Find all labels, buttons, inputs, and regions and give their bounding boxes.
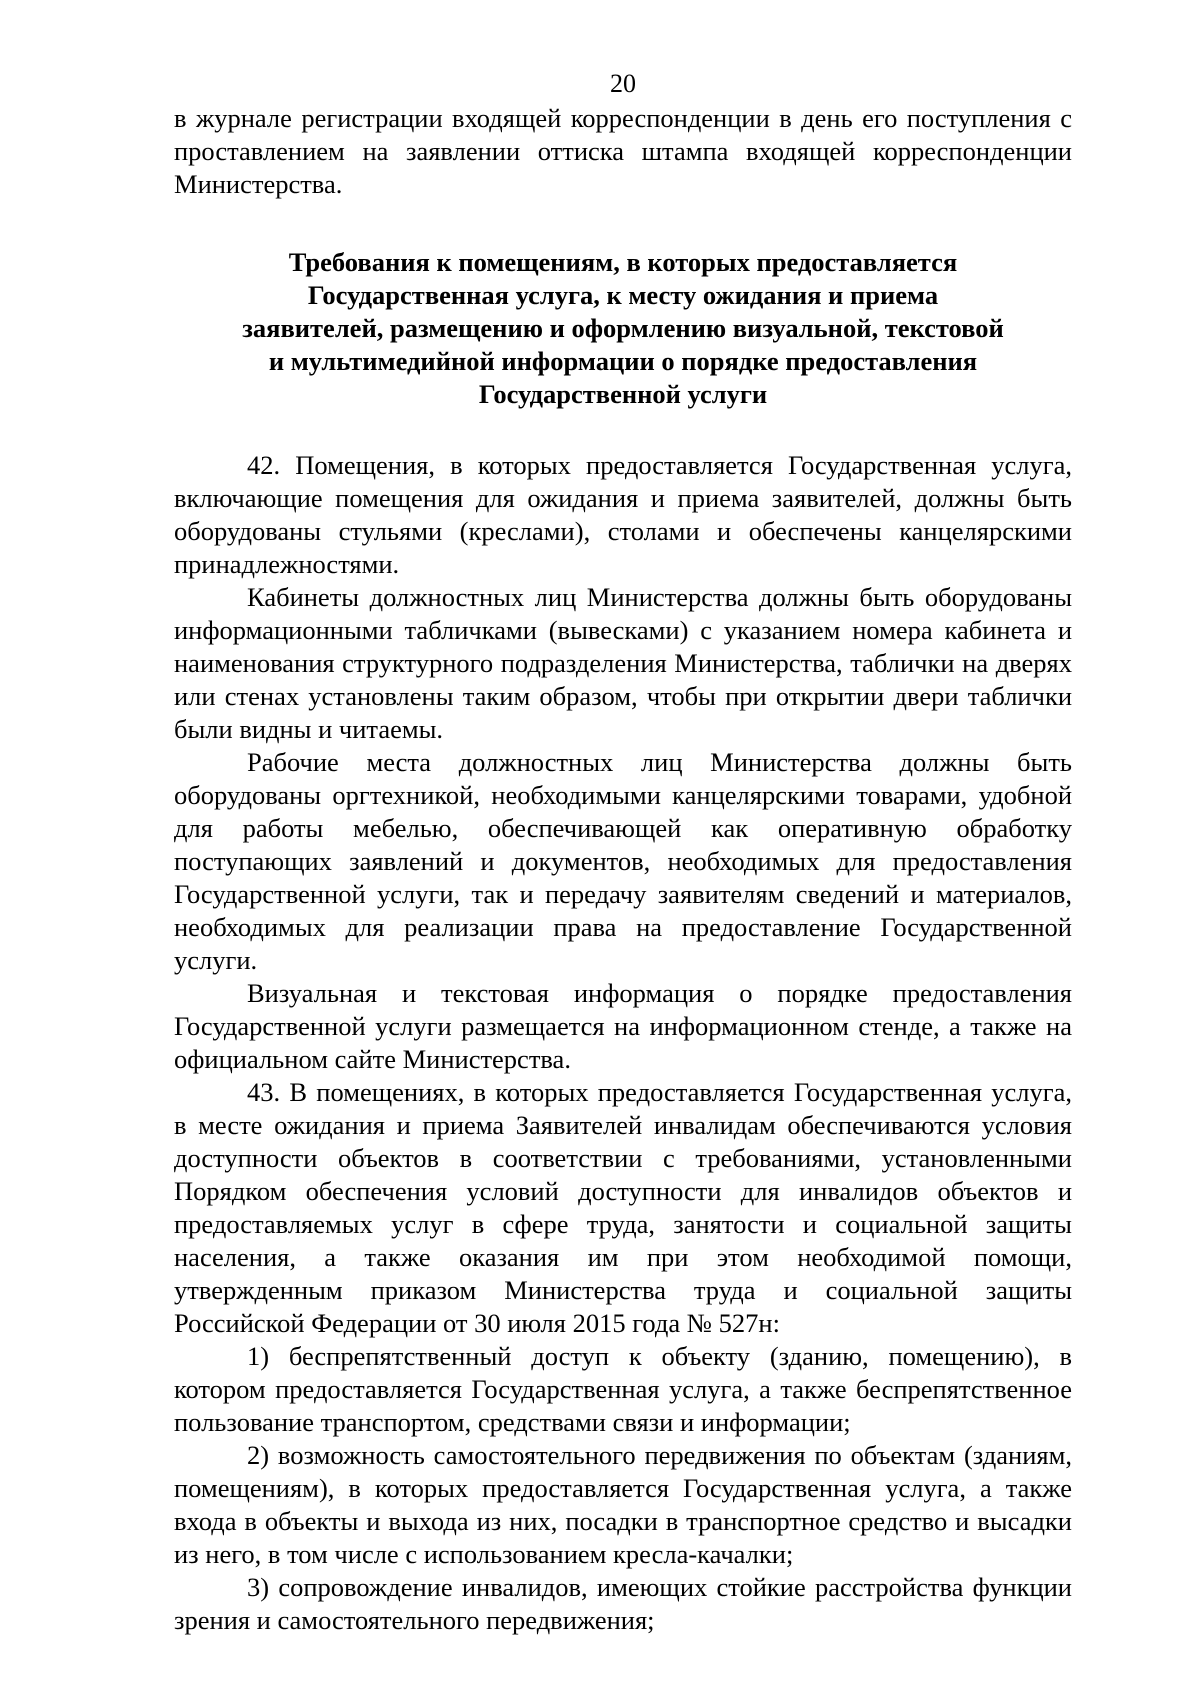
heading-line: Государственная услуга, к месту ожидания и приема <box>307 280 939 310</box>
page-number: 20 <box>610 69 636 98</box>
paragraph-workplaces: Рабочие места должностных лиц Министерства должны быть оборудованы оргтехникой, необходимыми канцелярскими товарами, удобной для работы мебелью, обеспечивающей как оперативную обработку поступающих заявлений и документов, необходимых для предоставления Государственной услуги, так и передачу заявителям сведений и материалов, необходимых для реализации права на предоставление Государственной услуги. <box>174 747 1072 975</box>
paragraph-cabinets: Кабинеты должностных лиц Министерства должны быть оборудованы информационными табличками (вывесками) с указанием номера кабинета и наименования структурного подразделения Министерства, таблички на дверях или стенах установлены таким образом, чтобы при открытии двери таблички были видны и читаемы. <box>174 582 1072 744</box>
section-heading <box>174 246 1072 411</box>
heading-line: заявителей, размещению и оформлению визуальной, текстовой <box>242 313 1004 343</box>
paragraph-42: 42. Помещения, в которых предоставляется Государственная услуга, включающие помещения для ожидания и приема заявителей, должны быть оборудованы стульями (креслами), столами и обеспечены канцелярскими принадлежностями. <box>174 450 1072 579</box>
paragraph-43: 43. В помещениях, в которых предоставляется Государственная услуга, в месте ожидания и приема Заявителей инвалидам обеспечиваются условия доступности объектов в соответствии с требованиями, установленными Порядком обеспечения условий доступности для инвалидов объектов и предоставляемых услуг в сфере труда, занятости и социальной защиты населения, а также оказания им при этом необходимой помощи, утвержденным приказом Министерства труда и социальной защиты Российской Федерации от 30 июля 2015 года № 527н: <box>174 1077 1072 1338</box>
heading-line: и мультимедийной информации о порядке предоставления <box>268 346 978 376</box>
list-item-1: 1) беспрепятственный доступ к объекту (зданию, помещению), в котором предоставляется Государственная услуга, а также беспрепятственное пользование транспортом, средствами связи и информации; <box>174 1341 1072 1437</box>
intro-paragraph: в журнале регистрации входящей корреспонденции в день его поступления с проставлением на заявлении оттиска штампа входящей корреспонденции Министерства. <box>174 103 1072 199</box>
list-item-2: 2) возможность самостоятельного передвижения по объектам (зданиям, помещениям), в которых предоставляется Государственная услуга, а также входа в объекты и выхода из них, посадки в транспортное средство и высадки из него, в том числе с использованием кресла-качалки; <box>174 1440 1072 1569</box>
paragraph-visual-info: Визуальная и текстовая информация о порядке предоставления Государственной услуги размещается на информационном стенде, а также на официальном сайте Министерства. <box>174 978 1072 1074</box>
list-item-3: 3) сопровождение инвалидов, имеющих стойкие расстройства функции зрения и самостоятельного передвижения; <box>174 1572 1072 1635</box>
heading-line: Требования к помещениям, в которых предоставляется <box>288 247 958 277</box>
heading-line: Государственной услуги <box>478 379 768 409</box>
